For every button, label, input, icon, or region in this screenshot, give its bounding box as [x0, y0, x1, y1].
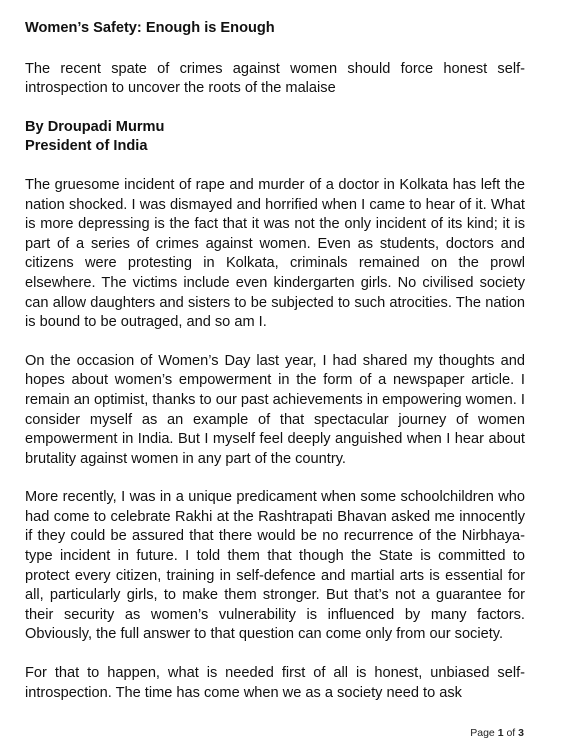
- current-page-number: 1: [497, 727, 504, 739]
- paragraph-2: On the occasion of Women’s Day last year, I had shared my thoughts and hopes about women’s empowerment in the form of a newspaper article. I remain an optimist, thanks to our past achievements in empowering women. I consider myself as an example of that spectacular journey of women empowerment in India. But I myself feel deeply anguished when I hear about brutality against women in any part of the country.: [25, 352, 525, 467]
- paragraph-4: For that to happen, what is needed first of all is honest, unbiased self-introspection. The time has come when we as a society need to ask: [25, 665, 525, 701]
- byline: [25, 118, 525, 157]
- paragraph-3: More recently, I was in a unique predicament when some schoolchildren who had come to celebrate Rakhi at the Rashtrapati Bhavan asked me innocently if they could be assured that there would be no recurrence of the Nirbhaya-type incident in future. I told them that though the State is committed to protect every citizen, training in self-defence and martial arts is essential for all, particularly girls, to make them stronger. But that’s not a guarantee for their security as women’s vulnerability is influenced by many factors. Obviously, the full answer to that question can come only from our society.: [25, 489, 525, 643]
- page-number-footer: [470, 726, 524, 740]
- author-position: President of India: [25, 138, 148, 155]
- article-body: [25, 19, 525, 703]
- article-subtitle: The recent spate of crimes against women should force honest self-introspection to uncover the roots of the malaise: [25, 60, 525, 97]
- author-name: By Droupadi Murmu: [25, 118, 165, 135]
- paragraph-1: The gruesome incident of rape and murder of a doctor in Kolkata has left the nation shocked. I was dismayed and horrified when I came to hear of it. What is more depressing is the fact that it was not the only incident of its kind; it is part of a series of crimes against women. Even as students, doctors and citizens were protesting in Kolkata, criminals remained on the prowl elsewhere. The victims include even kindergarten girls. No civilised society can allow daughters and sisters to be subjected to such atrocities. The nation is bound to be outraged, and so am I.: [25, 176, 525, 331]
- page-word: Page: [470, 727, 495, 739]
- of-word: of: [506, 727, 516, 739]
- total-pages-number: 3: [518, 727, 524, 739]
- article-title: Women’s Safety: Enough is Enough: [25, 20, 275, 36]
